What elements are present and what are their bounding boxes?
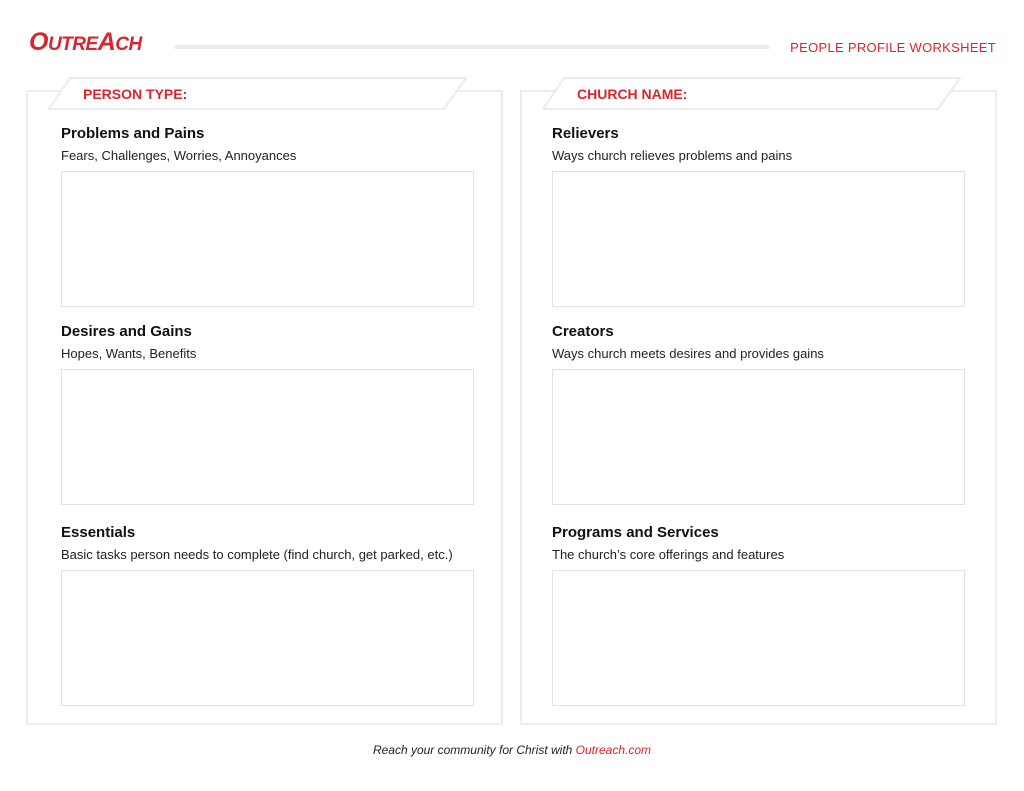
desires-section	[61, 323, 474, 505]
section-subtitle: Basic tasks person needs to complete (find church, get parked, etc.)	[61, 547, 453, 562]
section-title: Creators	[552, 323, 614, 340]
programs-input-box[interactable]	[552, 570, 965, 706]
section-subtitle: The church’s core offerings and features	[552, 547, 785, 562]
footer-text: Reach your community for Christ with	[372, 743, 576, 757]
document-title: PEOPLE PROFILE WORKSHEET	[790, 40, 996, 55]
church-name-label: CHURCH NAME:	[577, 86, 688, 102]
church-name-tab	[542, 77, 959, 109]
section-title: Programs and Services	[552, 524, 719, 541]
outreach-link[interactable]: Outreach.com	[575, 743, 652, 757]
header-divider	[174, 45, 770, 49]
section-subtitle: Ways church relieves problems and pains	[552, 148, 793, 163]
footer	[0, 743, 1024, 757]
section-subtitle: Hopes, Wants, Benefits	[61, 346, 197, 361]
essentials-section	[61, 524, 474, 706]
person-type-label: PERSON TYPE:	[83, 86, 188, 102]
problems-section	[61, 125, 474, 307]
relievers-section	[552, 125, 965, 307]
person-type-tab	[48, 77, 465, 109]
creators-input-box[interactable]	[552, 369, 965, 505]
person-panel	[26, 86, 503, 725]
programs-section	[552, 524, 965, 706]
section-title: Problems and Pains	[61, 125, 205, 142]
creators-section	[552, 323, 965, 505]
section-subtitle: Ways church meets desires and provides gains	[552, 346, 824, 361]
problems-input-box[interactable]	[61, 171, 474, 307]
essentials-input-box[interactable]	[61, 570, 474, 706]
relievers-input-box[interactable]	[552, 171, 965, 307]
desires-input-box[interactable]	[61, 369, 474, 505]
section-title: Desires and Gains	[61, 323, 192, 340]
section-title: Relievers	[552, 125, 619, 142]
section-subtitle: Fears, Challenges, Worries, Annoyances	[61, 148, 297, 163]
church-panel	[520, 86, 997, 725]
section-title: Essentials	[61, 524, 136, 541]
outreach-logo: OUTREACH	[29, 28, 142, 56]
